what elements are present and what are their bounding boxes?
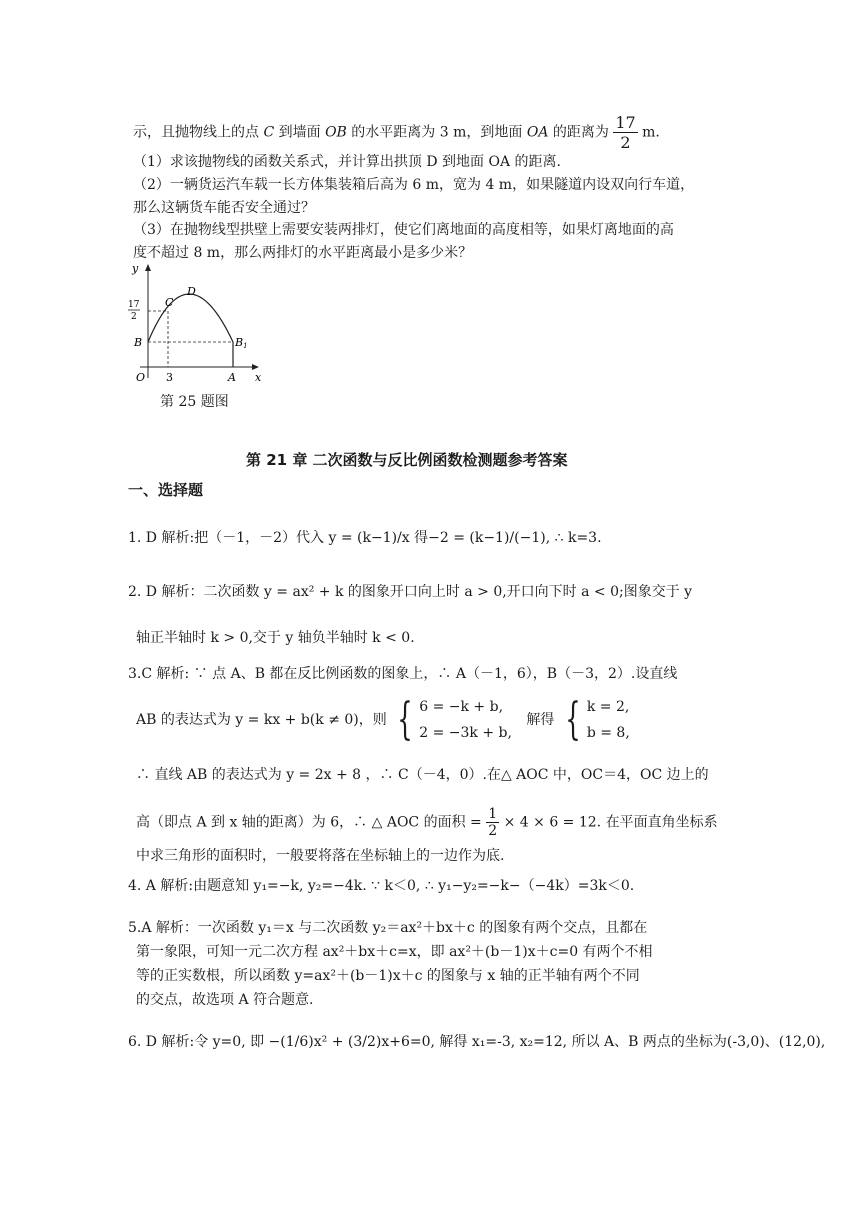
brace-icon: { (397, 694, 413, 745)
label-b: B (134, 336, 143, 349)
answer-3-line-d (136, 806, 718, 839)
answer-4: 4. A 解析:由题意知 y₁=−k, y₂=−4k. ∵ k＜0, ∴ y₁−y₂=−k−（−4k）=3k＜0. (128, 878, 635, 894)
parabola-curve (148, 294, 233, 367)
label-c: C (165, 296, 174, 309)
y-arrow-icon (145, 264, 151, 271)
fraction-numerator: 1 (488, 806, 498, 822)
label-2: 2 (131, 312, 137, 322)
label-b1: B1 (235, 336, 248, 350)
problem-line-1 (133, 113, 660, 152)
fraction-one-half (486, 806, 499, 839)
question-1: （1）求该抛物线的函数关系式，并计算出拱顶 D 到地面 OA 的距离. (133, 154, 561, 170)
fraction-17-2 (613, 113, 637, 152)
answer-6: 6. D 解析:令 y=0, 即 −(1/6)x² + (3/2)x+6=0, 解得 x₁=-3, x₂=12, 所以 A、B 两点的坐标为(-3,0)、(12,0), (128, 1034, 826, 1050)
parabola-figure (125, 260, 285, 390)
fraction-denominator: 2 (620, 133, 631, 152)
answers-heading: 第 21 章 二次函数与反比例函数检测题参考答案 (246, 451, 568, 469)
answer-5-line-d: 的交点，故选项 A 符合题意. (136, 992, 314, 1008)
label-y: y (132, 262, 139, 275)
label-a: A (228, 371, 236, 384)
label-17: 17 (128, 300, 140, 310)
label-d: D (187, 285, 196, 298)
brace-icon: { (565, 694, 581, 745)
question-2-line-a: （2）一辆货运汽车载一长方体集装箱后高为 6 m，宽为 4 m，如果隧道内设双向行车道， (133, 177, 695, 193)
problem-text: 的距离为 (552, 124, 609, 141)
equation-system-1 (419, 694, 512, 746)
answer-3-line-b (136, 693, 630, 747)
label-x: x (255, 371, 262, 384)
answer-5-line-b: 第一象限，可知一元二次方程 ax²＋bx＋c=x，即 ax²＋(b－1)x＋c=0 有两个不相 (136, 944, 653, 960)
section-choice: 一、选择题 (128, 481, 204, 499)
fraction-numerator: 17 (615, 113, 636, 132)
system-row: 2 = −3k + b, (419, 725, 512, 741)
system-row: k = 2, (586, 699, 630, 715)
fraction-denominator: 2 (488, 823, 498, 839)
equation-system-2 (587, 694, 630, 746)
question-3-line-a: （3）在抛物线型拱壁上需要安装两排灯，使它们离地面的高度相等，如果灯离地面的高 (133, 222, 674, 238)
question-2-line-b: 那么这辆货车能否安全通过？ (133, 200, 315, 216)
label-o: O (136, 371, 146, 384)
answer-2-line-b: 轴正半轴时 k > 0,交于 y 轴负半轴时 k < 0. (136, 630, 415, 646)
problem-text: 的水平距离为 3 m，到地面 (351, 124, 523, 141)
wall-ob: OB (325, 124, 347, 141)
answer-text: 高（即点 A 到 x 轴的距离）为 6，∴ △ AOC 的面积 = (136, 814, 482, 831)
x-arrow-icon (252, 364, 259, 370)
problem-text: m. (642, 124, 660, 141)
problem-text: 到墙面 (278, 124, 321, 141)
answer-5-line-a: 5.A 解析：一次函数 y₁＝x 与二次函数 y₂＝ax²＋bx＋c 的图象有两个交点，且都在 (128, 920, 648, 936)
system-row: b = 8, (586, 725, 630, 741)
answer-text: AB 的表达式为 y = kx + b(k ≠ 0)，则 (136, 712, 387, 728)
answer-5-line-c: 等的正实数根，所以函数 y=ax²＋(b－1)x＋c 的图象与 x 轴的正半轴有两个不同 (136, 968, 640, 984)
answer-3-line-a: 3.C 解析: ∵ 点 A、B 都在反比例函数的图象上，∴ A（－1，6），B（－3，2）.设直线 (128, 666, 678, 682)
answer-text: × 4 × 6 = 12. 在平面直角坐标系 (503, 814, 718, 831)
question-3-line-b: 度不超过 8 m，那么两排灯的水平距离最小是多少米？ (133, 245, 473, 261)
answer-3-line-c: ∴ 直线 AB 的表达式为 y = 2x + 8 ，∴ C（－4，0）.在△ AOC 中，OC＝4，OC 边上的 (136, 767, 709, 783)
problem-text: 示，且抛物线上的点 (133, 124, 259, 141)
ground-oa: OA (526, 124, 549, 141)
answer-1: 1. D 解析:把（－1，－2）代入 y = (k−1)/x 得−2 = (k−1)/(−1), ∴ k=3. (128, 530, 602, 546)
label-3: 3 (166, 371, 173, 384)
answer-text: 解得 (526, 712, 555, 728)
system-row: 6 = −k + b, (419, 699, 504, 715)
point-c: C (263, 124, 275, 141)
answer-2-line-a: 2. D 解析：二次函数 y = ax² + k 的图象开口向上时 a > 0,开口向下时 a < 0;图象交于 y (128, 584, 693, 600)
figure-caption: 第 25 题图 (160, 394, 229, 410)
answer-3-line-e: 中求三角形的面积时，一般要将落在坐标轴上的一边作为底. (136, 848, 505, 864)
